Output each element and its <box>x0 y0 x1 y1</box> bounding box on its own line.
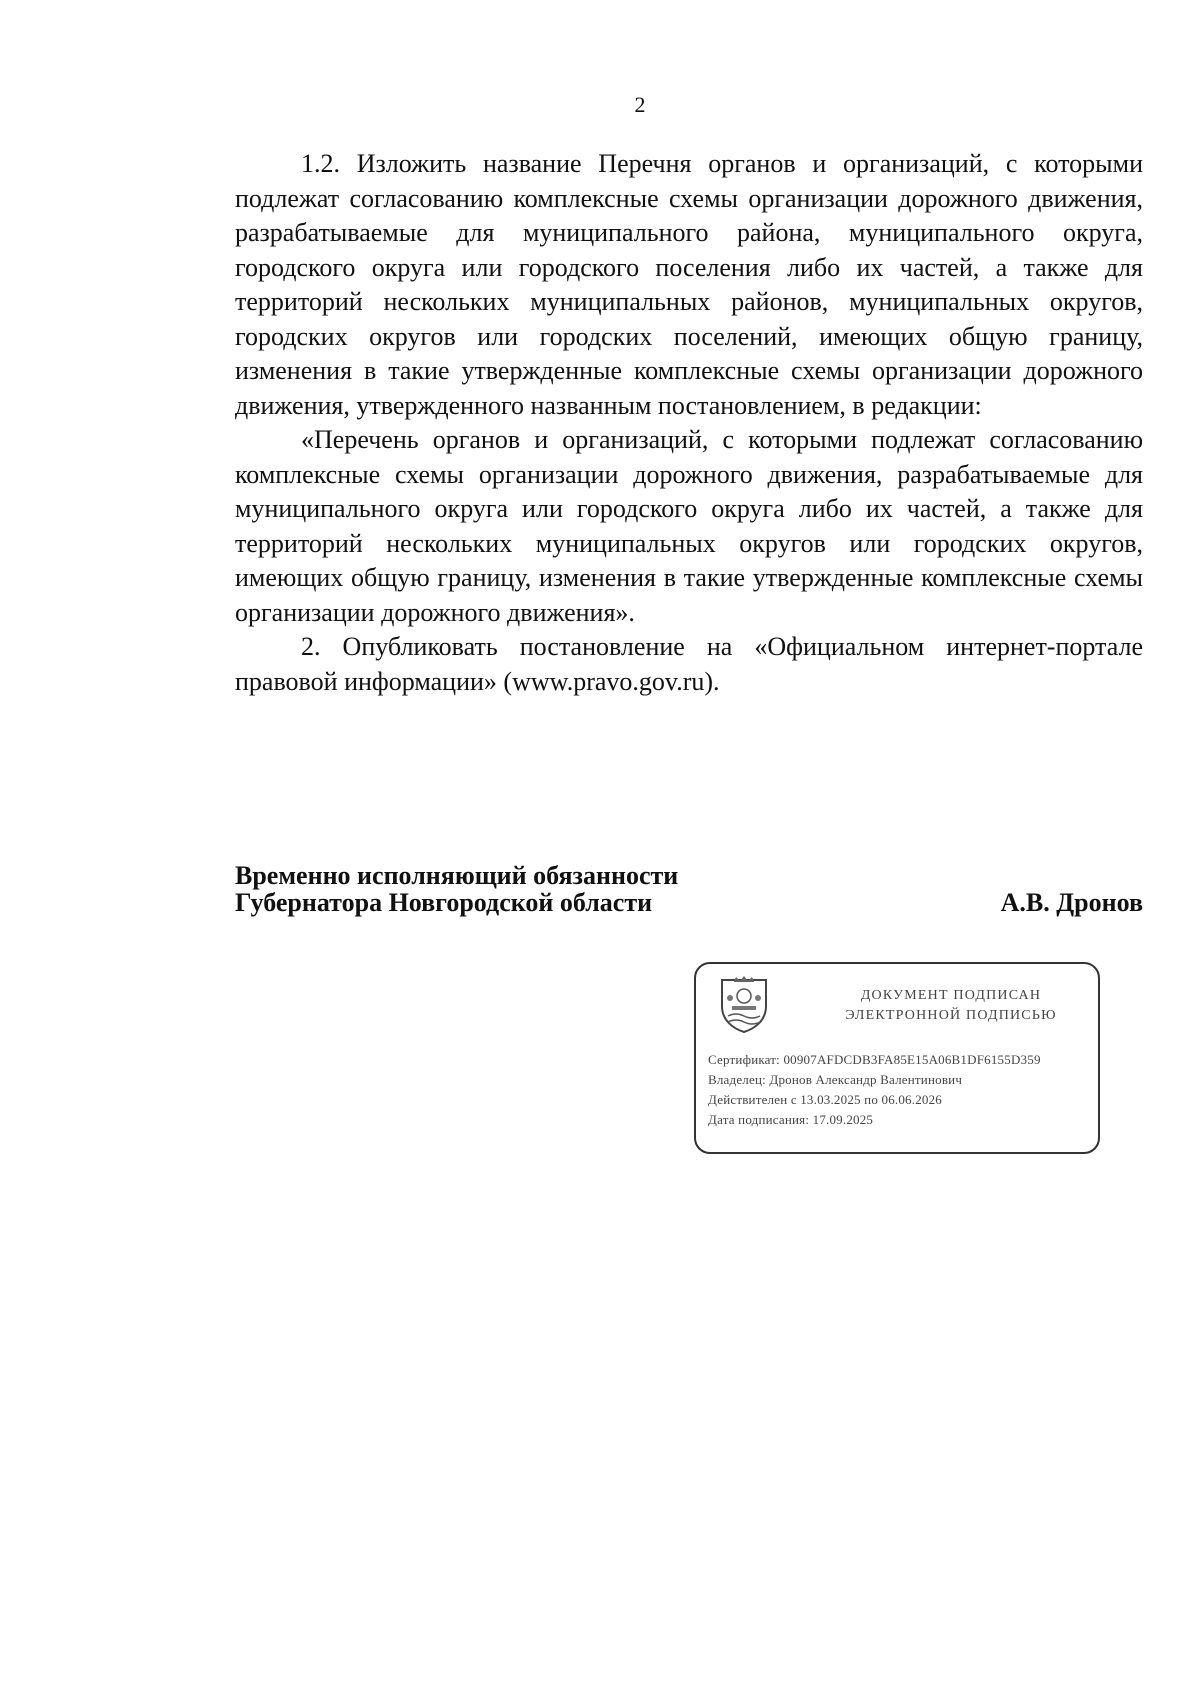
stamp-validity: Действителен с 13.03.2025 по 06.06.2026 <box>708 1092 942 1107</box>
stamp-owner: Владелец: Дронов Александр Валентинович <box>708 1072 963 1087</box>
paragraph-1-2: 1.2. Изложить название Перечня органов и организаций, с которыми подлежат согласованию комплексные схемы организации дорожного движения, разрабатываемые для муниципального района, муниципального округа, городского округа или городского поселения либо их частей, а также для территорий нескольких муниципальных районов, муниципальных округов, городских округов или городских поселений, имеющих общую границу, изменения в такие утвержденные комплексные схемы организации дорожного движения, утвержденного названным постановлением, в редакции: <box>235 149 1143 420</box>
stamp-heading <box>816 986 1086 1026</box>
signer-name: А.В. Дронов <box>1000 888 1143 917</box>
signer-title <box>235 862 678 916</box>
stamp-certificate: Сертификат: 00907AFDCDB3FA85E15A06B1DF6155D359 <box>708 1052 1041 1067</box>
page-number: 2 <box>634 92 646 117</box>
paragraph-quoted-title: «Перечень органов и организаций, с которыми подлежат согласованию комплексные схемы организации дорожного движения, разрабатываемые для муниципального округа или городского округа либо их частей, а также для территорий нескольких муниципальных округов или городских округов, имеющих общую границу, изменения в такие утвержденные комплексные схемы организации дорожного движения». <box>235 425 1143 627</box>
electronic-signature-stamp <box>694 962 1100 1154</box>
stamp-details <box>708 1050 1041 1130</box>
stamp-heading-line1: ДОКУМЕНТ ПОДПИСАН <box>860 988 1042 1003</box>
novgorod-coat-of-arms-icon <box>718 976 770 1034</box>
paragraph-2-publish: 2. Опубликовать постановление на «Официальном интернет-портале правовой информации» (www.pravo.gov.ru). <box>235 632 1143 696</box>
stamp-signed-date: Дата подписания: 17.09.2025 <box>708 1112 874 1127</box>
stamp-heading-line2: ЭЛЕКТРОННОЙ ПОДПИСЬЮ <box>845 1008 1057 1023</box>
signer-title-line1: Временно исполняющий обязанности <box>235 861 679 890</box>
document-body <box>235 147 1143 699</box>
signer-title-line2: Губернатора Новгородской области <box>235 888 653 917</box>
